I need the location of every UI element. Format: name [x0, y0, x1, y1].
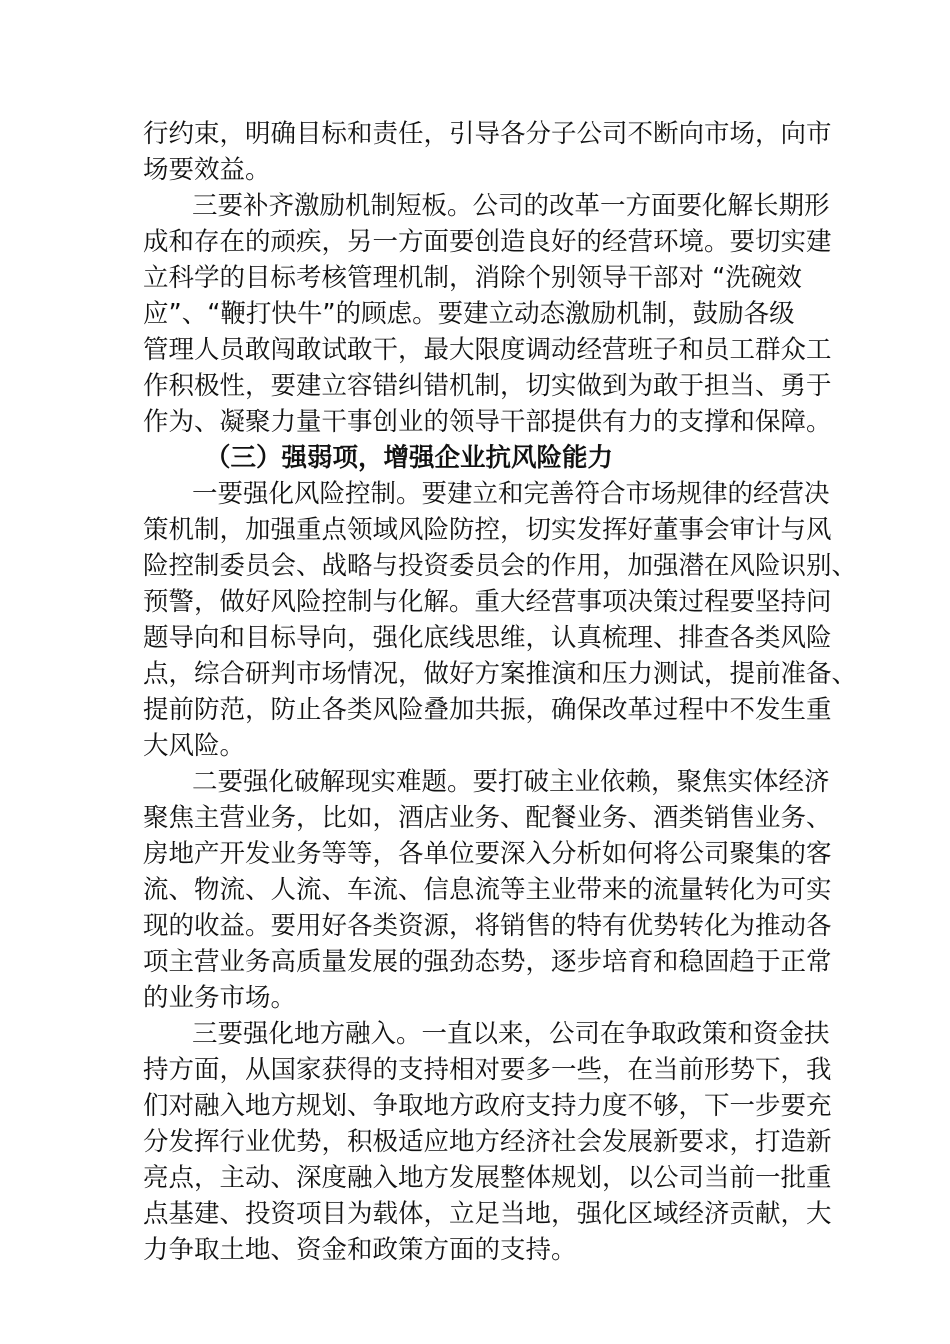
text-line: 的业务市场。	[143, 983, 297, 1013]
text-line: 大风险。	[143, 731, 246, 761]
text-line: 三要强化地方融入。一直以来，公司在争取政策和资金扶	[192, 1019, 830, 1049]
text-line: 点基建、投资项目为载体，立足当地，强化区域经济贡献，大	[143, 1199, 832, 1229]
text-line: 预警，做好风险控制与化解。重大经营事项决策过程要坚持问	[143, 587, 832, 617]
text-line: 策机制，加强重点领域风险防控，切实发挥好董事会审计与风	[143, 515, 832, 545]
paragraph-local-integration	[143, 1016, 832, 1268]
text-line: 房地产开发业务等等，各单位要深入分析如何将公司聚集的客	[143, 839, 832, 869]
text-line: 聚焦主营业务，比如，酒店业务、配餐业务、酒类销售业务、	[143, 803, 832, 833]
text-line: 分发挥行业优势，积极适应地方经济社会发展新要求，打造新	[143, 1127, 832, 1157]
text-line: 二要强化破解现实难题。要打破主业依赖，聚焦实体经济	[192, 767, 830, 797]
text-line: 一要强化风险控制。要建立和完善符合市场规律的经营决	[192, 479, 830, 509]
text-line: 项主营业务高质量发展的强劲态势，逐步培育和稳固趋于正常	[143, 947, 832, 977]
text-line: 场要效益。	[143, 155, 271, 185]
section-heading: （三）强弱项，增强企业抗风险能力	[205, 443, 614, 473]
document-body	[143, 116, 858, 1268]
text-line: 成和存在的顽疾，另一方面要创造良好的经营环境。要切实建	[143, 227, 832, 257]
text-line: 持方面，从国家获得的支持相对要多一些，在当前形势下，我	[143, 1055, 832, 1085]
paragraph-practical-problems	[143, 764, 832, 1016]
text-line: 提前防范，防止各类风险叠加共振，确保改革过程中不发生重	[143, 695, 832, 725]
text-line: 立科学的目标考核管理机制，消除个别领导干部对 “洗碗效	[143, 263, 802, 293]
text-line: 作积极性，要建立容错纠错机制，切实做到为敢于担当、勇于	[143, 371, 832, 401]
text-line: 险控制委员会、战略与投资委员会的作用，加强潜在风险识别、	[143, 551, 858, 581]
text-line: 应”、“鞭打快牛”的顾虑。要建立动态激励机制，鼓励各级	[143, 299, 795, 329]
text-line: 力争取土地、资金和政策方面的支持。	[143, 1235, 577, 1265]
text-line: 题导向和目标导向，强化底线思维，认真梳理、排查各类风险	[143, 623, 832, 653]
text-line: 行约束，明确目标和责任，引导各分子公司不断向市场，向市	[143, 119, 832, 149]
text-line: 三要补齐激励机制短板。公司的改革一方面要化解长期形	[192, 191, 830, 221]
paragraph-continuation	[143, 116, 832, 188]
text-line: 亮点，主动、深度融入地方发展整体规划，以公司当前一批重	[143, 1163, 832, 1193]
text-line: 现的收益。要用好各类资源，将销售的特有优势转化为推动各	[143, 911, 832, 941]
text-line: 们对融入地方规划、争取地方政府支持力度不够，下一步要充	[143, 1091, 832, 1121]
text-line: 作为、凝聚力量干事创业的领导干部提供有力的支撑和保障。	[143, 407, 832, 437]
paragraph-incentive-mechanism	[143, 188, 832, 440]
text-line: 管理人员敢闯敢试敢干，最大限度调动经营班子和员工群众工	[143, 335, 832, 365]
paragraph-risk-control	[143, 476, 858, 764]
text-line: 流、物流、人流、车流、信息流等主业带来的流量转化为可实	[143, 875, 832, 905]
text-line: 点，综合研判市场情况，做好方案推演和压力测试，提前准备、	[143, 659, 858, 689]
